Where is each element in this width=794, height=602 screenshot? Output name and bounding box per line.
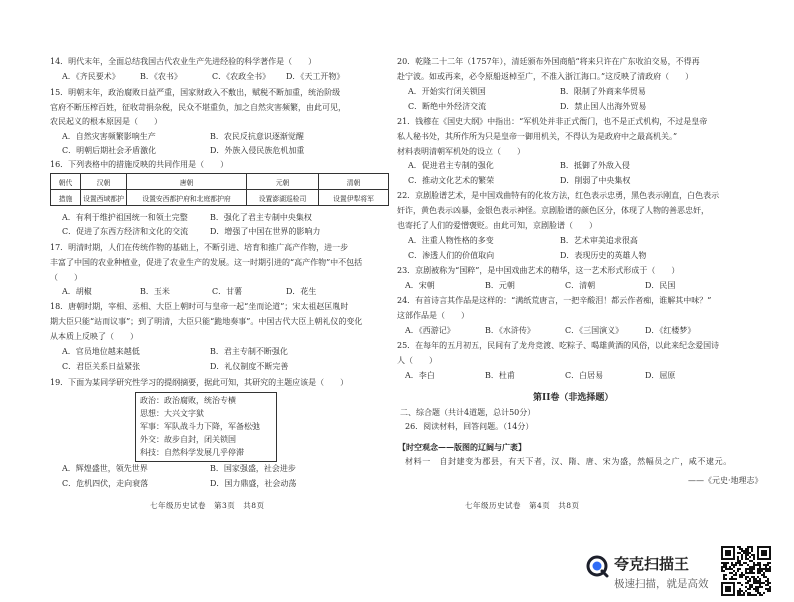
q19-outline-military: 军事：军队战斗力下降，军备松弛: [140, 422, 260, 431]
q17-stem-line-3: （ ）: [50, 273, 82, 282]
q14-option-c: C．《农政全书》: [212, 72, 271, 81]
q24-stem-line-2: 这部作品是（ ）: [397, 311, 469, 320]
table-header-cell: 元朝: [247, 174, 319, 190]
table-header-row: [51, 174, 389, 190]
q24-option-d: D．《红楼梦》: [645, 326, 696, 335]
q21-option-a: A．促进君主专制的强化: [408, 161, 494, 170]
q19-option-b: B．国家强盛，社会进步: [210, 464, 296, 473]
q21-option-d: D．削弱了中央集权: [560, 176, 631, 185]
q16-measures-table: [50, 173, 389, 206]
table-cell: 设置伊犁将军: [319, 190, 389, 206]
q18-stem-line-2: 期大臣只能“站而议事”；到了明清，大臣只能“跪地奏事”。中国古代大臣上朝礼仪的变化: [50, 317, 363, 326]
q15-stem-line-1: 15．明朝末年，政治腐败日益严重，国家财政入不敷出，赋税不断加重，统治阶级: [50, 88, 341, 97]
qr-code-icon: [721, 546, 771, 596]
q18-option-b: B．君主专制不断强化: [210, 347, 288, 356]
table-cell: 措施: [51, 190, 81, 206]
q18-option-a: A．官员地位越来越低: [62, 347, 140, 356]
table-header-cell: 清朝: [319, 174, 389, 190]
q25-option-c: C．白居易: [565, 371, 604, 380]
q20-stem-line-1: 20．乾隆二十二年（1757年），清廷颁布外国商船“将来只许在广东收泊交易，不得再: [397, 57, 700, 66]
table-row: [51, 190, 389, 206]
watermark-app-name: 夸克扫描王: [614, 555, 690, 573]
q23-option-b: B．元朝: [485, 281, 515, 290]
table-cell: 设置安西都护府和北庭都护府: [127, 190, 247, 206]
q21-option-b: B．抵御了外敌入侵: [560, 161, 630, 170]
q21-option-c: C．推动文化艺术的繁荣: [408, 176, 495, 185]
q16-option-b: B．强化了君主专制中央集权: [210, 213, 312, 222]
q19-outline-thought: 思想：大兴文字狱: [140, 409, 204, 418]
q17-stem-line-2: 丰富了中国的农业种植业，促进了农业生产的发展。这一时期引进的“高产作物”中不包括: [50, 258, 363, 267]
q17-option-d: D．花生: [286, 287, 317, 296]
q23-stem: 23．京剧被称为“国粹”，是中国戏曲艺术的精华，这一艺术形式形成于（ ）: [397, 266, 680, 275]
q22-option-a: A．注重人物性格的多变: [408, 236, 494, 245]
q19-outline-diplomacy: 外交：故步自封，闭关锁国: [140, 435, 236, 444]
q17-option-a: A．胡椒: [62, 287, 92, 296]
q25-option-a: A．李白: [405, 371, 435, 380]
q26-material-source: ——《元史·地理志》: [688, 476, 763, 485]
right-page-footer: 七年级历史试卷 第4页 共8页: [465, 501, 580, 510]
q15-option-d: D．外族入侵民族危机加重: [210, 146, 305, 155]
q24-option-b: B．《水浒传》: [485, 326, 535, 335]
q25-option-d: D．屈原: [645, 371, 676, 380]
q18-option-d: D．礼仪制度不断完善: [210, 362, 289, 371]
q19-option-d: D．国力鼎盛，社会动荡: [210, 479, 297, 488]
q16-option-c: C．促进了东西方经济和文化的交流: [62, 227, 189, 236]
watermark-slogan: 极速扫描，就是高效: [614, 578, 709, 590]
q24-stem-line-1: 24．有首诗言其作品是这样的：“满纸荒唐言，一把辛酸泪！都云作者痴，谁解其中味？”: [397, 296, 712, 305]
q19-outline-politics: 政治：政治腐败，统治专横: [140, 396, 236, 405]
table-header-cell: 朝代: [51, 174, 81, 190]
q19-option-a: A．辉煌盛世，领先世界: [62, 464, 148, 473]
q18-option-c: C．君臣关系日益紧张: [62, 362, 141, 371]
q24-option-c: C．《三国演义》: [565, 326, 624, 335]
table-header-cell: 汉朝: [81, 174, 127, 190]
q16-stem: 16．下列表格中的措施反映的共同作用是（ ）: [50, 160, 229, 169]
q25-option-b: B．杜甫: [485, 371, 515, 380]
q14-stem: 14．明代末年，全面总结我国古代农业生产先进经验的科学著作是（ ）: [50, 57, 317, 66]
q20-option-b: B．限制了外商来华贸易: [560, 87, 646, 96]
q20-option-d: D．禁止国人出海外贸易: [560, 102, 647, 111]
q25-stem-line-1: 25．在每年的五月初五，民间有了龙舟竞渡、吃粽子、喝雄黄酒的风俗，以此来纪念爱国诗: [397, 341, 720, 350]
q26-material-1: 材料一 自封建变为郡县，有天下者，汉、隋、唐、宋为盛，然幅员之广，咸不逮元。: [405, 457, 732, 466]
q26-theme: 【时空观念——版图的辽阔与广袤】: [398, 442, 526, 452]
q15-stem-line-3: 农民起义的根本原因是（ ）: [50, 117, 162, 126]
q23-option-c: C．清朝: [565, 281, 596, 290]
q15-option-c: C．明朝后期社会矛盾激化: [62, 146, 157, 155]
q15-option-a: A．自然灾害频繁影响生产: [62, 132, 156, 141]
table-cell: 设置西域都护: [81, 190, 127, 206]
q18-stem-line-1: 18．唐朝时期，宰相、丞相、大臣上朝时可与皇帝一起“坐而论道”；宋太祖赵匡胤时: [50, 302, 349, 311]
q20-stem-line-2: 赴宁波。如或再来，必令原船返棹至广，不准入浙江海口。”这反映了清政府（ ）: [397, 72, 694, 81]
part-two-title: 第II卷（非选择题）: [533, 393, 614, 403]
q17-option-b: B．玉米: [140, 287, 170, 296]
q21-stem-line-3: 材料表明清朝军机处的设立（ ）: [397, 147, 525, 156]
q17-option-c: C．甘薯: [212, 287, 243, 296]
q15-stem-line-2: 官府不断压榨百姓，征收苛捐杂税，民众不堪重负，加之自然灾害频繁，由此可见，: [50, 103, 346, 112]
q24-option-a: A．《西游记》: [405, 326, 455, 335]
left-page-footer: 七年级历史试卷 第3页 共8页: [150, 501, 265, 510]
q22-stem-line-1: 22．京剧脸谱艺术，是中国戏曲特有的化妆方法，红色表示忠勇，黑色表示刚直，白色表示: [397, 191, 720, 200]
q17-stem-line-1: 17．明清时期，人们在传统作物的基础上，不断引进、培育和推广高产作物，进一步: [50, 243, 349, 252]
table-header-cell: 唐朝: [127, 174, 247, 190]
q19-outline-science: 科技：自然科学发展几乎停滞: [140, 448, 244, 457]
q26-stem: 26．阅读材料，回答问题。（14分）: [405, 422, 534, 431]
quark-logo-icon: [585, 554, 609, 578]
q21-stem-line-2: 私人秘书处，其所作所为只是皇帝一御用机关，不得认为是政府中之最高机关。”: [397, 132, 678, 141]
q18-stem-line-3: 从本质上反映了（ ）: [50, 332, 138, 341]
q21-stem-line-1: 21．钱穆在《国史大纲》中指出：“军机处并非正式衙门，也不是正式机构，不过是皇帝: [397, 117, 708, 126]
section-two-heading: 二、综合题（共计4道题，总计50分）: [400, 408, 536, 417]
table-cell: 设置澎湖巡检司: [247, 190, 319, 206]
q22-option-b: B．艺术审美追求很高: [560, 236, 638, 245]
q22-option-d: D．表现历史的英雄人物: [560, 251, 647, 260]
q23-option-a: A．宋朝: [405, 281, 435, 290]
q20-option-c: C．断绝中外经济交流: [408, 102, 487, 111]
q14-option-b: B．《农书》: [140, 72, 182, 81]
q22-option-c: C．渗透人们的价值取向: [408, 251, 495, 260]
q23-option-d: D．民国: [645, 281, 676, 290]
q22-stem-line-3: 也寄托了人们的爱憎褒贬。由此可知，京剧脸谱（ ）: [397, 221, 597, 230]
q14-option-a: A．《齐民要术》: [62, 72, 120, 81]
q14-option-d: D．《天工开物》: [286, 72, 345, 81]
q20-option-a: A．开始实行闭关锁国: [408, 87, 486, 96]
q19-stem: 19．下面为某同学研究性学习的提纲摘要，据此可知，其研究的主题应该是（ ）: [50, 378, 349, 387]
q19-option-c: C．危机四伏，走向衰落: [62, 479, 149, 488]
q15-option-b: B．农民反抗意识逐渐觉醒: [210, 132, 304, 141]
q16-option-a: A．有利于维护祖国统一和领土完整: [62, 213, 188, 222]
q16-option-d: D．增强了中国在世界的影响力: [210, 227, 321, 236]
q22-stem-line-2: 奸诈，黄色表示凶暴，金银色表示神怪。京剧脸谱的颜色区分，体现了人物的善恶忠奸，: [397, 206, 709, 215]
q25-stem-line-2: 人（ ）: [397, 356, 437, 365]
